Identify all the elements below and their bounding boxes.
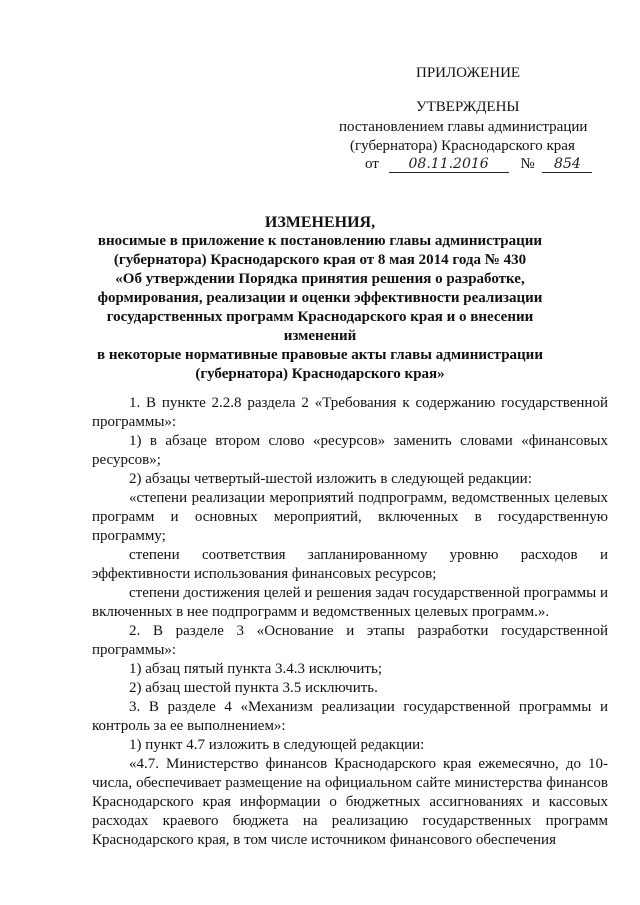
from-label: от (365, 156, 379, 172)
body-paragraph: 1) в абзаце втором слово «ресурсов» заменить словами «финансовых ресурсов»; (92, 433, 608, 468)
body-paragraph: 2) абзацы четвертый-шестой изложить в следующей редакции: (129, 471, 532, 487)
title-line: (губернатора) Краснодарского края от 8 мая 2014 года № 430 (113, 252, 527, 268)
document-body (92, 394, 608, 850)
body-paragraph: 1. В пункте 2.2.8 раздела 2 «Требования к содержанию государственной программы»: (92, 395, 608, 430)
appendix-label: ПРИЛОЖЕНИЕ (416, 65, 521, 81)
body-paragraph: «4.7. Министерство финансов Краснодарского края ежемесячно, до 10-числа, обеспечивает размещение на официальном сайте министерства финансов Краснодарского края информации о бюджетных ассигнованиях и кассовых расходах краевого бюджета на реализацию государственных программ Краснодарского края, в том числе источником финансового обеспечения (92, 756, 608, 848)
title-line: «Об утверждении Порядка принятия решения о разработке, (115, 271, 525, 287)
document-number: 854 (542, 157, 592, 173)
body-paragraph: степени достижения целей и решения задач государственной программы и включенных в нее подпрограмм и ведомственных целевых программ.». (92, 585, 608, 620)
body-paragraph: «степени реализации мероприятий подпрограмм, ведомственных целевых программ и основных мероприятий, включенных в государственную программу; (92, 490, 608, 544)
approval-line-2: (губернатора) Краснодарского края (350, 138, 575, 154)
title-line: (губернатора) Краснодарского края» (195, 366, 445, 382)
body-paragraph: 2) абзац шестой пункта 3.5 исключить. (129, 680, 378, 696)
body-paragraph: 2. В разделе 3 «Основание и этапы разработки государственной программы»: (92, 623, 608, 658)
body-paragraph: степени соответствия запланированному уровню расходов и эффективности использования финансовых ресурсов; (92, 547, 608, 582)
title-line: в некоторые нормативные правовые акты главы администрации (97, 347, 543, 363)
approved-label: УТВЕРЖДЕНЫ (416, 99, 520, 115)
approval-date-line (365, 155, 592, 173)
title-line: формирования, реализации и оценки эффективности реализации (97, 290, 543, 306)
number-sign: № (520, 156, 535, 172)
title-line: государственных программ Краснодарского края и о внесении изменений (106, 309, 534, 344)
body-paragraph: 3. В разделе 4 «Механизм реализации государственной программы и контроль за ее выполнением»: (92, 699, 608, 734)
title-heading: ИЗМЕНЕНИЯ, (264, 214, 376, 231)
title-line: вносимые в приложение к постановлению главы администрации (97, 233, 543, 249)
document-title (80, 213, 560, 384)
body-paragraph: 1) пункт 4.7 изложить в следующей редакции: (129, 737, 425, 753)
approval-line-1: постановлением главы администрации (339, 119, 588, 135)
signed-date: 08.11.2016 (389, 157, 509, 173)
body-paragraph: 1) абзац пятый пункта 3.4.3 исключить; (129, 661, 383, 677)
